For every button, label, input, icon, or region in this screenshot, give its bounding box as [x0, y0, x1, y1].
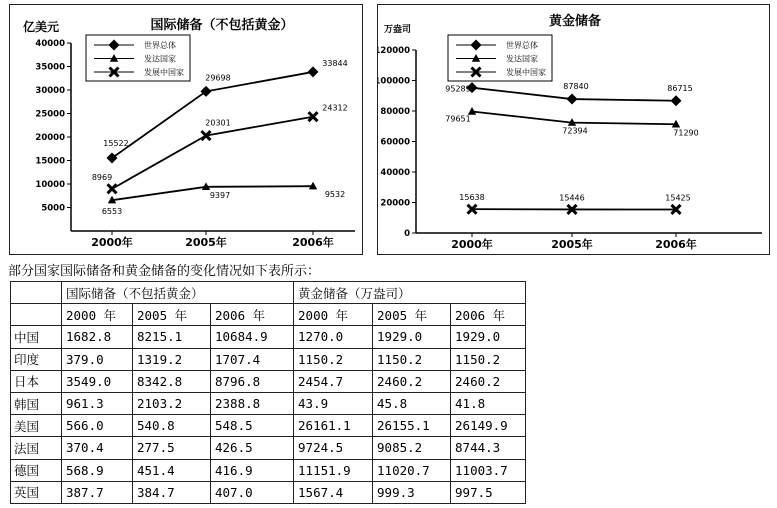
- data-label: 79651: [445, 114, 471, 124]
- value-cell: 1567.4: [294, 481, 373, 503]
- value-cell: 566.0: [62, 415, 133, 437]
- unit-label: 亿美元: [23, 20, 60, 34]
- value-cell: 2103.2: [133, 392, 211, 414]
- table-row: [11, 481, 526, 503]
- value-cell: 2388.8: [211, 392, 294, 414]
- value-cell: 387.7: [62, 481, 133, 503]
- table-row: [11, 459, 526, 481]
- value-cell: 45.8: [373, 392, 451, 414]
- diamond-marker: [567, 94, 578, 105]
- y-tick-label: 120000: [378, 46, 410, 56]
- table-group-header-row: [11, 282, 526, 304]
- legend: [448, 35, 552, 81]
- table-row: [11, 348, 526, 370]
- x-tick-label: 2000年: [451, 238, 493, 251]
- value-cell: 2460.2: [373, 370, 451, 392]
- value-cell: 26161.1: [294, 415, 373, 437]
- value-cell: 384.7: [133, 481, 211, 503]
- y-tick-label: 40000: [380, 168, 410, 178]
- x-tick-label: 2006年: [292, 236, 334, 249]
- data-label: 24312: [322, 103, 348, 113]
- year-header: 2005 年: [133, 304, 211, 326]
- value-cell: 370.4: [62, 437, 133, 459]
- value-cell: 426.5: [211, 437, 294, 459]
- data-label: 6553: [101, 207, 123, 217]
- chart-title: 国际储备（不包括黄金）: [150, 18, 294, 33]
- group-header-intl: 国际储备（不包括黄金）: [62, 282, 294, 304]
- legend-label: 发展中国家: [144, 68, 184, 77]
- y-tick-label: 100000: [378, 76, 410, 87]
- x-tick-label: 2006年: [655, 238, 697, 251]
- data-label: 72394: [562, 126, 588, 136]
- value-cell: 2454.7: [294, 370, 373, 392]
- y-tick-label: 15000: [35, 156, 65, 167]
- value-cell: 43.9: [294, 392, 373, 414]
- data-label: 33844: [322, 58, 348, 68]
- table-row: [11, 392, 526, 414]
- table-corner-cell: [11, 282, 62, 304]
- diamond-marker: [201, 86, 212, 97]
- legend-label: 发达国家: [144, 54, 176, 64]
- value-cell: 8796.8: [211, 370, 294, 392]
- intl-reserves-chart: [10, 5, 362, 254]
- value-cell: 1270.0: [294, 326, 373, 348]
- value-cell: 407.0: [211, 481, 294, 503]
- series: [102, 182, 345, 217]
- legend-label: 世界总体: [506, 41, 538, 50]
- table-corner-cell: [11, 304, 62, 326]
- value-cell: 1150.2: [373, 348, 451, 370]
- value-cell: 11003.7: [451, 459, 526, 481]
- value-cell: 8744.3: [451, 437, 526, 459]
- value-cell: 2460.2: [451, 370, 526, 392]
- diamond-marker: [671, 95, 682, 106]
- value-cell: 961.3: [62, 392, 133, 414]
- data-label: 95289: [445, 84, 471, 94]
- y-tick-label: 0: [404, 229, 410, 239]
- reserves-table: [10, 281, 525, 504]
- table-caption: 部分国家国际储备和黄金储备的变化情况如下表所示：: [8, 264, 321, 279]
- data-label: 86715: [667, 83, 693, 93]
- chart-title: 黄金储备: [548, 14, 602, 29]
- year-header: 2005 年: [373, 304, 451, 326]
- value-cell: 8342.8: [133, 370, 211, 392]
- value-cell: 451.4: [133, 459, 211, 481]
- value-cell: 1707.4: [211, 348, 294, 370]
- series-line: [112, 72, 313, 158]
- value-cell: 1682.8: [62, 326, 133, 348]
- data-label: 29698: [205, 73, 231, 83]
- y-tick-label: 40000: [35, 39, 65, 49]
- x-tick-label: 2005年: [185, 236, 227, 249]
- value-cell: 11151.9: [294, 459, 373, 481]
- y-tick-label: 10000: [35, 180, 65, 190]
- intl-reserves-chart-panel: [9, 4, 363, 255]
- y-tick-label: 25000: [35, 109, 65, 120]
- year-header: 2006 年: [451, 304, 526, 326]
- value-cell: 26155.1: [373, 415, 451, 437]
- y-tick-label: 20000: [35, 133, 65, 143]
- country-cell: 印度: [11, 348, 62, 370]
- value-cell: 568.9: [62, 459, 133, 481]
- value-cell: 26149.9: [451, 415, 526, 437]
- country-cell: 英国: [11, 481, 62, 503]
- y-tick-label: 20000: [380, 198, 410, 209]
- country-cell: 法国: [11, 437, 62, 459]
- x-tick-label: 2000年: [91, 236, 133, 249]
- value-cell: 1319.2: [133, 348, 211, 370]
- data-label: 9397: [209, 190, 231, 200]
- series: [445, 82, 692, 106]
- legend-label: 发达国家: [506, 54, 538, 64]
- country-cell: 日本: [11, 370, 62, 392]
- country-cell: 中国: [11, 326, 62, 348]
- data-label: 15446: [559, 193, 585, 203]
- table-year-header-row: [11, 304, 526, 326]
- value-cell: 10684.9: [211, 326, 294, 348]
- y-tick-label: 5000: [41, 203, 65, 214]
- series: [92, 104, 348, 194]
- value-cell: 9085.2: [373, 437, 451, 459]
- year-header: 2000 年: [294, 304, 373, 326]
- year-header: 2006 年: [211, 304, 294, 326]
- value-cell: 1929.0: [451, 326, 526, 348]
- data-label: 71290: [673, 128, 699, 138]
- legend-label: 发展中国家: [506, 68, 546, 77]
- unit-label: 万盎司: [384, 25, 412, 35]
- table-row: [11, 415, 526, 437]
- legend-label: 世界总体: [144, 41, 176, 50]
- value-cell: 379.0: [62, 348, 133, 370]
- y-tick-label: 35000: [35, 62, 65, 73]
- y-tick-label: 30000: [35, 86, 65, 96]
- value-cell: 540.8: [133, 415, 211, 437]
- series: [459, 193, 690, 214]
- data-label: 15425: [665, 193, 691, 203]
- data-label: 8969: [91, 172, 113, 182]
- data-label: 9532: [324, 190, 346, 200]
- value-cell: 1150.2: [451, 348, 526, 370]
- year-header: 2000 年: [62, 304, 133, 326]
- diamond-marker: [107, 153, 118, 164]
- value-cell: 8215.1: [133, 326, 211, 348]
- value-cell: 3549.0: [62, 370, 133, 392]
- y-tick-label: 80000: [380, 107, 410, 117]
- country-cell: 韩国: [11, 392, 62, 414]
- y-tick-label: 60000: [380, 137, 410, 148]
- value-cell: 9724.5: [294, 437, 373, 459]
- x-tick-label: 2005年: [551, 238, 593, 251]
- value-cell: 1150.2: [294, 348, 373, 370]
- value-cell: 999.3: [373, 481, 451, 503]
- group-header-gold: 黄金储备（万盎司）: [294, 282, 526, 304]
- blank-area: [540, 260, 777, 508]
- country-cell: 美国: [11, 415, 62, 437]
- gold-reserves-chart-panel: [377, 4, 770, 255]
- data-label: 15638: [459, 193, 485, 203]
- diamond-marker: [308, 66, 319, 77]
- value-cell: 416.9: [211, 459, 294, 481]
- data-label: 20301: [205, 118, 231, 128]
- table-row: [11, 437, 526, 459]
- legend: [86, 35, 190, 81]
- table-row: [11, 370, 526, 392]
- value-cell: 1929.0: [373, 326, 451, 348]
- series: [445, 107, 698, 137]
- table-row: [11, 326, 526, 348]
- value-cell: 11020.7: [373, 459, 451, 481]
- data-label: 87840: [563, 82, 589, 92]
- country-cell: 德国: [11, 459, 62, 481]
- cross-marker: [108, 184, 117, 193]
- gold-reserves-chart: [378, 5, 769, 254]
- value-cell: 41.8: [451, 392, 526, 414]
- value-cell: 277.5: [133, 437, 211, 459]
- value-cell: 548.5: [211, 415, 294, 437]
- data-label: 15522: [103, 139, 129, 149]
- value-cell: 997.5: [451, 481, 526, 503]
